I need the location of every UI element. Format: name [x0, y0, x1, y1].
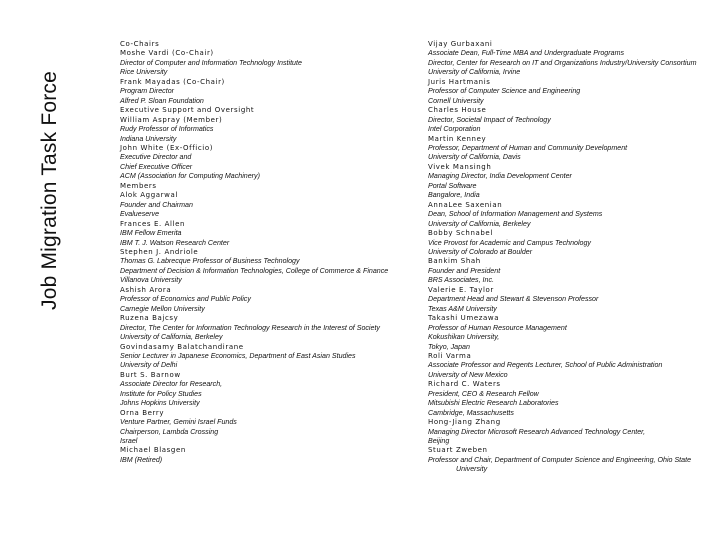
member-name: Charles House — [428, 106, 487, 115]
member-name: Executive Support and Oversight — [120, 106, 255, 115]
member-name: Bobby Schnabel — [428, 229, 493, 238]
member-name: Hong-Jiang Zhang — [428, 418, 501, 427]
member-affiliation: President, CEO & Research Fellow — [428, 389, 539, 398]
member-affiliation: Founder and President — [428, 266, 501, 275]
member-affiliation: Executive Director and — [120, 153, 192, 162]
member-name: Martin Kenney — [428, 134, 487, 143]
member-affiliation: Director, Societal Impact of Technology — [428, 115, 551, 124]
member-affiliation: Professor, Department of Human and Community Development — [428, 143, 628, 152]
member-affiliation: University of California, Berkeley — [120, 333, 223, 342]
member-name: Burt S. Barnow — [120, 370, 181, 379]
member-name: Stephen J. Andriole — [120, 247, 199, 256]
member-affiliation: Kokushikan University, — [428, 333, 500, 342]
member-affiliation: Mitsubishi Electric Research Laboratories — [428, 399, 559, 408]
member-affiliation: Thomas G. Labrecque Professor of Business Technology — [120, 257, 300, 266]
member-affiliation: Chief Executive Officer — [120, 162, 193, 171]
member-affiliation: Israel — [120, 437, 138, 446]
member-name: Juris Hartmanis — [428, 77, 491, 86]
member-affiliation: Portal Software — [428, 181, 477, 190]
member-name: Roli Varma — [428, 351, 472, 360]
member-affiliation: University of Colorado at Boulder — [428, 247, 533, 256]
member-affiliation: Johns Hopkins University — [120, 399, 200, 408]
right-member-column — [428, 40, 718, 475]
member-affiliation: University of California, Irvine — [428, 68, 521, 77]
member-name: Valerie E. Taylor — [428, 285, 494, 294]
member-name: Richard C. Waters — [428, 380, 501, 389]
member-affiliation: Associate Director for Research, — [120, 380, 223, 389]
member-affiliation: Intel Corporation — [428, 125, 481, 134]
member-affiliation: Alfred P. Sloan Foundation — [120, 96, 204, 105]
member-name: John White (Ex-Officio) — [120, 143, 214, 152]
member-affiliation: Texas A&M University — [428, 304, 497, 313]
member-affiliation: IBM Fellow Emerita — [120, 229, 182, 238]
member-affiliation: Venture Partner, Gemini Israel Funds — [120, 418, 237, 427]
member-affiliation: Program Director — [120, 87, 175, 96]
member-affiliation: Director, The Center for Information Technology Research in the Interest of Society — [120, 323, 380, 332]
member-name: Co-Chairs — [120, 40, 160, 48]
member-affiliation: ACM (Association for Computing Machinery) — [120, 172, 260, 181]
member-affiliation: Professor of Computer Science and Engineering — [428, 87, 581, 96]
left-member-column — [120, 40, 410, 465]
member-affiliation: Bangalore, India — [428, 191, 480, 200]
member-name: Vivek Mansingh — [428, 162, 492, 171]
member-name: Alok Aggarwal — [120, 191, 178, 200]
member-name: William Aspray (Member) — [120, 115, 223, 124]
member-affiliation: Institute for Policy Studies — [120, 389, 202, 398]
member-affiliation: Beijing — [428, 437, 450, 446]
member-affiliation: Indiana University — [120, 134, 177, 143]
member-affiliation: Chairperson, Lambda Crossing — [120, 427, 219, 436]
member-affiliation: Dean, School of Information Management and Systems — [428, 210, 603, 219]
member-affiliation: BRS Associates, Inc. — [428, 276, 494, 285]
member-affiliation: University of California, Davis — [428, 153, 521, 162]
member-affiliation: University of New Mexico — [428, 370, 508, 379]
member-affiliation: Associate Professor and Regents Lecturer, School of Public Administration — [428, 361, 663, 370]
member-affiliation: Cambridge, Massachusetts — [428, 408, 514, 417]
member-affiliation: Department Head and Stewart & Stevenson Professor — [428, 295, 599, 304]
member-affiliation: Cornell University — [428, 96, 484, 105]
member-name: Moshe Vardi (Co-Chair) — [120, 49, 214, 58]
member-affiliation: University of California, Berkeley — [428, 219, 531, 228]
member-affiliation: Director, Center for Research on IT and Organizations Industry/University Consortium — [428, 58, 697, 67]
member-name: Orna Berry — [120, 408, 165, 417]
member-affiliation: Vice Provost for Academic and Campus Technology — [428, 238, 591, 247]
page-title: Job Migration Task Force — [38, 70, 61, 310]
member-affiliation: Carnegie Mellon University — [120, 304, 205, 313]
member-affiliation: Rice University — [120, 68, 168, 77]
member-affiliation: Managing Director, India Development Center — [428, 172, 572, 181]
member-name: Stuart Zweben — [428, 446, 488, 455]
member-affiliation: Rudy Professor of Informatics — [120, 125, 214, 134]
member-affiliation: Evalueserve — [120, 210, 160, 219]
member-affiliation: Villanova University — [120, 276, 182, 285]
member-name: Bankim Shah — [428, 257, 481, 266]
member-affiliation: Director of Computer and Information Technology Institute — [120, 58, 302, 67]
member-affiliation: IBM (Retired) — [120, 455, 163, 464]
member-name: Takashi Umezawa — [428, 314, 500, 323]
member-name: Members — [120, 181, 157, 190]
member-name: Michael Blasgen — [120, 446, 186, 455]
member-affiliation: Professor and Chair, Department of Computer Science and Engineering, Ohio State University — [428, 455, 692, 474]
member-affiliation: IBM T. J. Watson Research Center — [120, 238, 230, 247]
member-name: AnnaLee Saxenian — [428, 200, 503, 209]
member-affiliation: University of Delhi — [120, 361, 178, 370]
member-name: Ruzena Bajcsy — [120, 314, 179, 323]
member-affiliation: Associate Dean, Full-Time MBA and Undergraduate Programs — [428, 49, 625, 58]
member-name: Vijay Gurbaxani — [428, 40, 493, 48]
member-affiliation: Founder and Chairman — [120, 200, 193, 209]
member-affiliation: Managing Director Microsoft Research Advanced Technology Center, — [428, 427, 646, 436]
member-name: Ashish Arora — [120, 285, 172, 294]
member-affiliation: Professor of Economics and Public Policy — [120, 295, 251, 304]
member-affiliation: Senior Lecturer in Japanese Economics, Department of East Asian Studies — [120, 351, 356, 360]
member-affiliation: Tokyo, Japan — [428, 342, 470, 351]
member-affiliation: Department of Decision & Information Technologies, College of Commerce & Finance — [120, 266, 389, 275]
member-name: Frances E. Allen — [120, 219, 186, 228]
member-affiliation: Professor of Human Resource Management — [428, 323, 567, 332]
member-name: Frank Mayadas (Co-Chair) — [120, 77, 225, 86]
member-name: Govindasamy Balatchandirane — [120, 342, 244, 351]
